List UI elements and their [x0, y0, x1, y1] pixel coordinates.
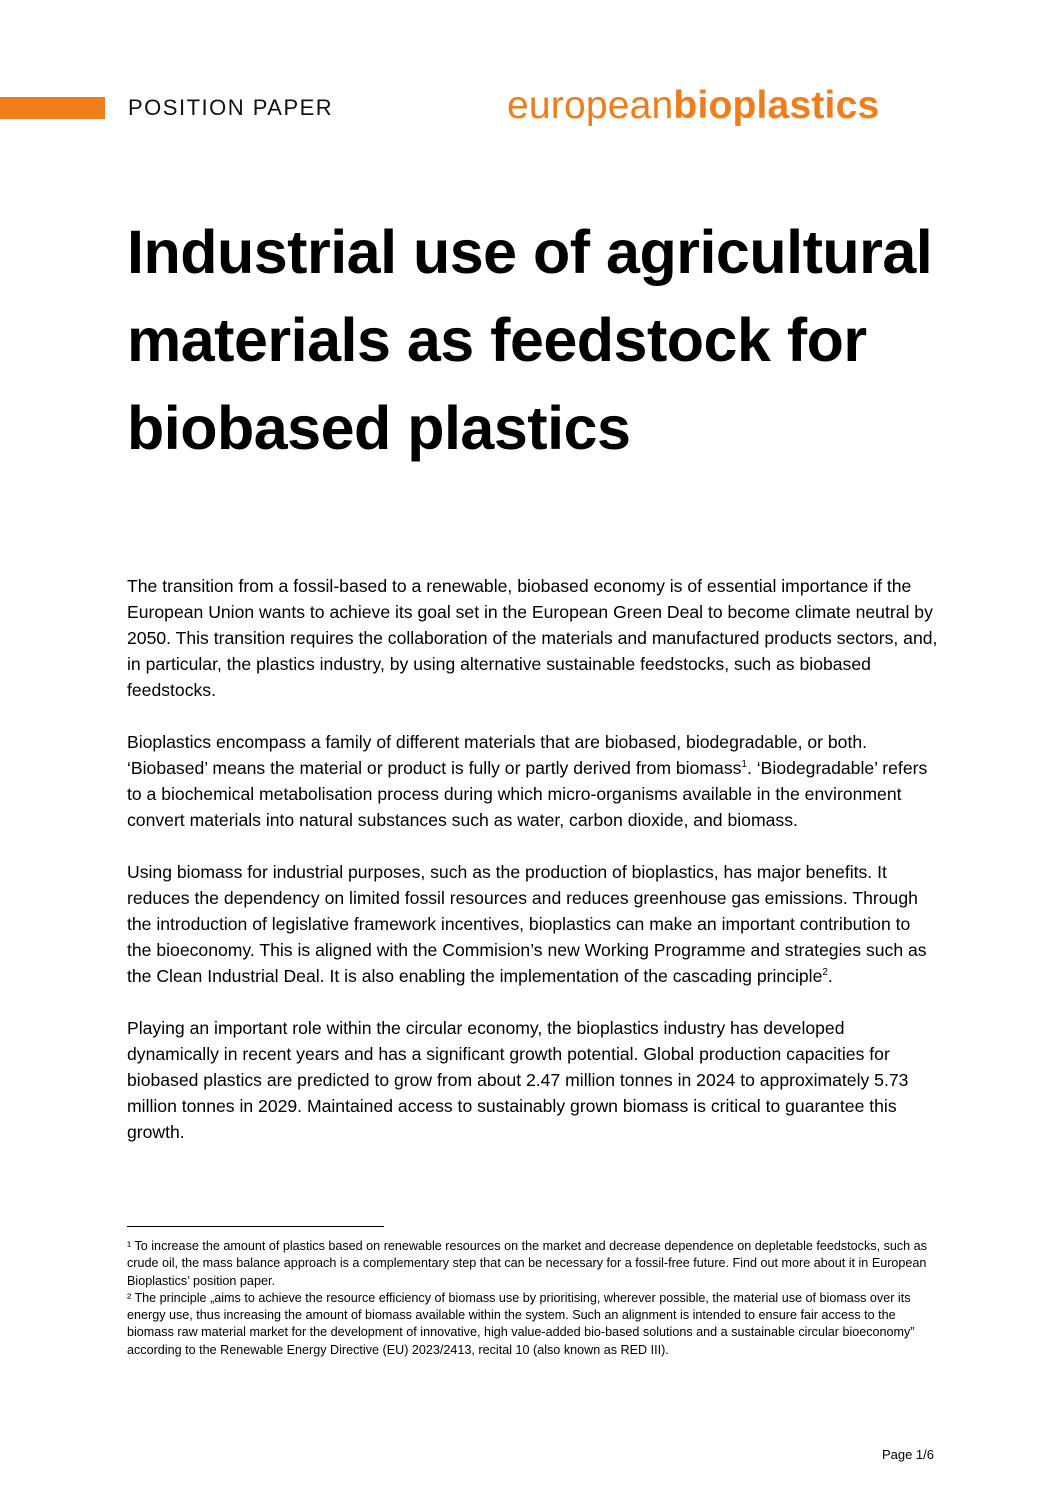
paragraph-1: The transition from a fossil-based to a renewable, biobased economy is of essential importance if the European Union wants to achieve its goal set in the European Green Deal to become climate neutral by 2050. This transition requires the collaboration of the materials and manufactured products sectors, and, in particular, the plastics industry, by using alternative sustainable feedstocks, such as biobased feedstocks. [127, 576, 938, 700]
logo-text-bold: bioplastics [673, 84, 880, 127]
paragraph-2 [127, 729, 939, 833]
page-number: Page 1/6 [881, 1447, 934, 1462]
document-type-label: POSITION PAPER [128, 95, 334, 120]
paragraph-2-text-a: Bioplastics encompass a family of different materials that are biobased, biodegradable, or both. ‘Biobased’ means the material or product is fully or partly derived from biomass [127, 732, 868, 778]
footnote-1: ¹ To increase the amount of plastics based on renewable resources on the market and decrease dependence on depletable feedstocks, such as crude oil, the mass balance approach is a complementary step that can be necessary for a fossil-free future. Find out more about it in European Bioplastics’ position paper. [127, 1239, 927, 1288]
paragraph-3-text-b: . [827, 966, 833, 986]
paragraph-3-text-a: Using biomass for industrial purposes, such as the production of bioplastics, has major benefits. It reduces the dependency on limited fossil resources and reduces greenhouse gas emissions. Through the introduction of legislative framework incentives, bioplastics can make an important contribution to the bioeconomy. This is aligned with the Commision’s new Working Programme and strategies such as the Clean Industrial Deal. It is also enabling the implementation of the cascading principle [127, 862, 927, 986]
header-accent-bar [0, 97, 105, 119]
paragraph-4: Playing an important role within the circular economy, the bioplastics industry has developed dynamically in recent years and has a significant growth potential. Global production capacities for biobased plastics are predicted to grow from about 2.47 million tonnes in 2024 to approximately 5.73 million tonnes in 2029. Maintained access to sustainably grown biomass is critical to guarantee this growth. [127, 1018, 909, 1142]
footnote-2: ² The principle „aims to achieve the resource efficiency of biomass use by prioritising, wherever possible, the material use of biomass over its energy use, thus increasing the amount of biomass available within the system. Such an alignment is intended to ensure fair access to the biomass raw material market for the development of innovative, high value-added bio-based solutions and a sustainable circular bioeconomy” according to the Renewable Energy Directive (EU) 2023/2413, recital 10 (also known as RED III). [127, 1290, 915, 1357]
document-title: Industrial use of agricultural materials as feedstock for biobased plastics [127, 218, 933, 462]
paragraph-2-text-b: . ‘Biodegradable’ refers to a biochemical metabolisation process during which micro-organisms available in the environment convert materials into natural substances such as water, carbon dioxide, and biomass. [127, 758, 928, 830]
body-text [127, 573, 939, 1171]
paragraph-3 [127, 859, 939, 989]
logo-text-regular: european [507, 84, 674, 127]
footnote-ref-2[interactable]: 2 [822, 967, 828, 978]
european-bioplastics-logo [507, 84, 879, 128]
footnote-ref-1[interactable]: 1 [741, 759, 747, 770]
footnotes [127, 1238, 927, 1359]
footnote-divider [127, 1226, 384, 1227]
